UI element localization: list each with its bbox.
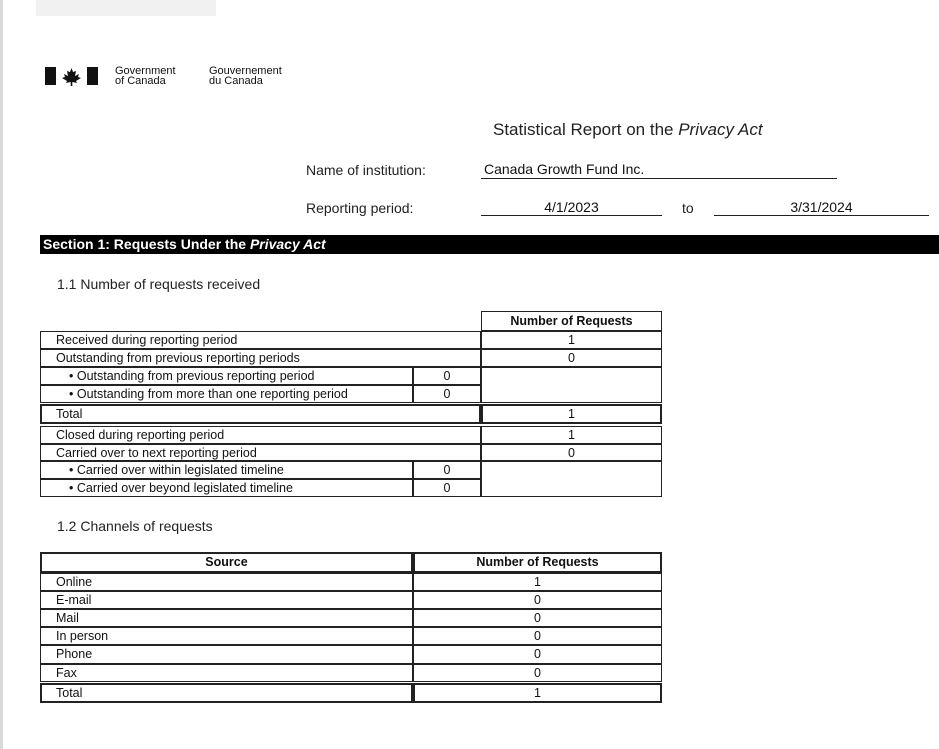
row-closed-label: Closed during reporting period — [40, 426, 481, 444]
table-1-2-heading: 1.2 Channels of requests — [57, 518, 213, 534]
section-1-title-act: Privacy Act — [249, 236, 326, 252]
row-carried-beyond-label: • Carried over beyond legislated timeline — [40, 479, 413, 497]
row-outstanding-label: Outstanding from previous reporting periods — [40, 349, 481, 367]
period-start: 4/1/2023 — [481, 199, 662, 216]
column-header: Number of Requests — [481, 311, 662, 331]
channel-phone-label: Phone — [40, 645, 413, 664]
government-french: Gouvernement du Canada — [209, 65, 282, 87]
row-carried-within-value: 0 — [413, 461, 481, 479]
source-column-header: Source — [40, 552, 413, 573]
channel-total-label: Total — [40, 683, 413, 703]
channel-phone-value: 0 — [413, 645, 662, 664]
canada-flag-icon — [45, 66, 98, 86]
institution-value: Canada Growth Fund Inc. — [481, 161, 837, 179]
period-end: 3/31/2024 — [714, 199, 929, 216]
row-outstanding-previous-value: 0 — [413, 367, 481, 385]
channel-mail-label: Mail — [40, 609, 413, 627]
government-english: Government of Canada — [115, 65, 176, 87]
row-carried-beyond-value: 0 — [413, 479, 481, 497]
page-edge — [0, 0, 3, 749]
row-carried-within-label: • Carried over within legislated timeline — [40, 461, 413, 479]
scan-smudge — [36, 0, 216, 16]
section-1-header — [40, 235, 939, 254]
channel-mail-value: 0 — [413, 609, 662, 627]
row-carried-label: Carried over to next reporting period — [40, 444, 481, 461]
channel-email-value: 0 — [413, 591, 662, 609]
section-1-title: Section 1: Requests Under the — [43, 236, 250, 252]
channel-total-value: 1 — [413, 683, 662, 703]
row-carried-value: 0 — [481, 444, 662, 461]
period-label: Reporting period: — [306, 200, 414, 216]
report-title — [493, 120, 763, 140]
channel-in-person-value: 0 — [413, 627, 662, 645]
carried-breakdown-blank — [481, 461, 662, 497]
report-title-text: Statistical Report on the — [493, 120, 679, 139]
row-outstanding-more-value: 0 — [413, 385, 481, 403]
row-closed-value: 1 — [481, 426, 662, 444]
channel-online-label: Online — [40, 573, 413, 591]
channel-fax-label: Fax — [40, 664, 413, 682]
institution-label: Name of institution: — [306, 162, 426, 178]
row-received-label: Received during reporting period — [40, 331, 481, 349]
row-total-value: 1 — [481, 404, 662, 424]
row-total-label: Total — [40, 404, 481, 424]
report-title-act: Privacy Act — [678, 120, 763, 139]
channel-in-person-label: In person — [40, 627, 413, 645]
period-to: to — [682, 200, 694, 216]
row-outstanding-value: 0 — [481, 349, 662, 367]
row-outstanding-more-label: • Outstanding from more than one reporting period — [40, 385, 413, 403]
channel-online-value: 1 — [413, 573, 662, 591]
table-1-1-heading: 1.1 Number of requests received — [57, 276, 261, 292]
number-column-header: Number of Requests — [413, 552, 662, 573]
outstanding-breakdown-blank — [481, 367, 662, 403]
row-received-value: 1 — [481, 331, 662, 349]
channel-email-label: E-mail — [40, 591, 413, 609]
row-outstanding-previous-label: • Outstanding from previous reporting period — [40, 367, 413, 385]
channel-fax-value: 0 — [413, 664, 662, 682]
